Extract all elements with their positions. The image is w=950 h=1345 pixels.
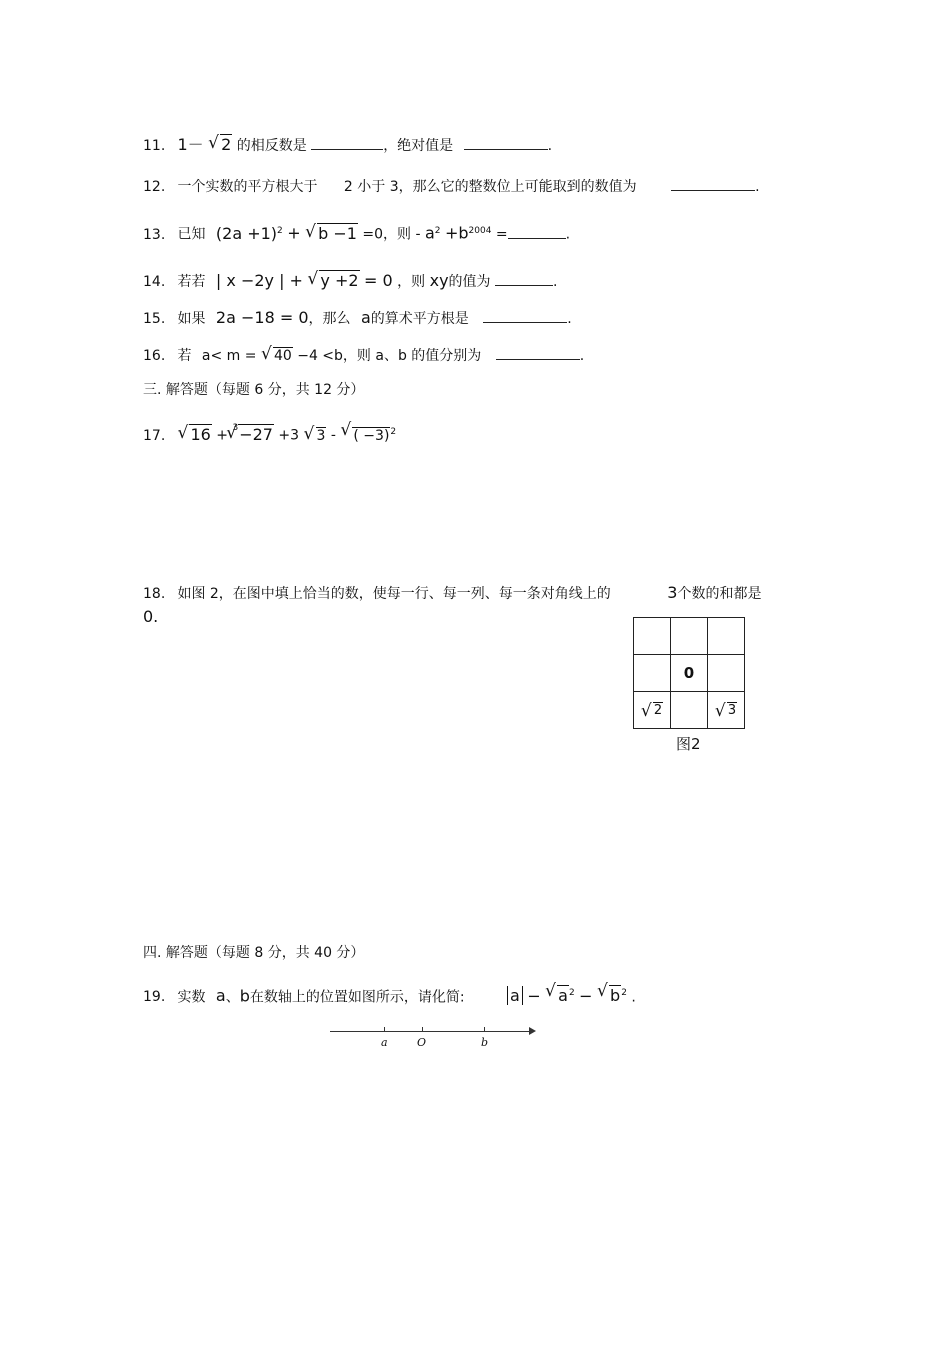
grid-cell-center: 0 <box>671 655 708 692</box>
grid-cell[interactable] <box>708 655 745 692</box>
tick-b <box>484 1027 485 1032</box>
exponent: 2 <box>390 427 397 437</box>
grid-cell[interactable] <box>708 618 745 655</box>
radicand: 16 <box>190 424 211 444</box>
operator: + <box>216 427 228 444</box>
tick-origin <box>422 1027 423 1032</box>
question-text: ，绝对值是 <box>383 138 454 154</box>
grid-cell[interactable] <box>634 655 671 692</box>
operator: - <box>330 427 336 444</box>
sqrt-expression <box>304 426 327 446</box>
exponent: 2 <box>621 988 627 998</box>
period: . <box>565 226 571 243</box>
answer-blank[interactable] <box>311 137 383 150</box>
question-text: 的相反数是 <box>236 138 307 154</box>
question-19 <box>143 983 636 1007</box>
question-number: 18. <box>143 586 166 602</box>
question-number: 19. <box>143 989 166 1006</box>
question-18-continued: 0. <box>143 607 159 626</box>
radicand: b <box>610 986 621 1006</box>
variable: a <box>424 223 435 243</box>
question-text: 如图 2，在图中填上恰当的数，使每一行、每一列、每一条对角线上的 <box>177 586 611 602</box>
operator: − <box>527 986 541 1006</box>
question-text: 若若 <box>177 274 206 290</box>
label-origin: O <box>417 1036 427 1049</box>
root-index: 3 <box>232 423 239 433</box>
expression-lead: 1－ <box>177 135 204 154</box>
variable: b <box>239 986 250 1006</box>
grid-cell[interactable] <box>671 692 708 729</box>
radicand: 3 <box>727 702 737 718</box>
label-a: a <box>381 1036 388 1049</box>
sqrt-expression <box>208 135 232 155</box>
answer-blank[interactable] <box>495 273 553 286</box>
question-text: ，那么 <box>308 311 351 327</box>
answer-blank[interactable] <box>483 310 567 323</box>
exponent: 2004 <box>468 226 492 236</box>
absolute-value: a <box>507 986 523 1005</box>
answer-blank[interactable] <box>671 178 755 191</box>
number-line-axis <box>330 1031 530 1032</box>
expression: (2a +1) <box>215 223 278 243</box>
question-11 <box>143 135 552 156</box>
question-17 <box>143 422 396 446</box>
question-text: 已知 <box>177 226 206 243</box>
question-text: 实数 <box>177 989 206 1006</box>
question-text: ，则 <box>397 274 426 290</box>
question-text: 的算术平方根是 <box>370 311 469 327</box>
expression: +b <box>444 223 469 243</box>
question-15 <box>143 308 572 329</box>
number: 3 <box>667 583 678 602</box>
sqrt-expression <box>597 983 627 1006</box>
question-text: 个数的和都是 <box>677 586 762 602</box>
question-number: 11. <box>143 138 166 154</box>
question-text: 在数轴上的位置如图所示，请化简: <box>249 989 465 1006</box>
operator: + <box>287 223 301 243</box>
sqrt-expression <box>340 422 396 446</box>
number: 2 <box>343 179 353 195</box>
answer-blank[interactable] <box>464 137 548 150</box>
question-number: 12. <box>143 179 166 195</box>
period: . <box>552 274 558 290</box>
question-text: 的值为 <box>448 274 491 290</box>
variable: a <box>215 986 226 1006</box>
question-text: 如果 <box>177 311 206 327</box>
operator: − <box>579 986 593 1006</box>
period: . <box>567 311 572 327</box>
radicand: y +2 <box>320 271 359 290</box>
question-13 <box>143 221 570 245</box>
exponent: 2 <box>434 226 441 236</box>
question-number: 13. <box>143 226 166 243</box>
radicand: −27 <box>239 424 273 444</box>
question-text: 一个实数的平方根大于 <box>177 179 318 195</box>
period: . <box>547 138 553 154</box>
radicand: b −1 <box>318 223 357 243</box>
grid-cell[interactable] <box>634 618 671 655</box>
question-number: 14. <box>143 274 166 290</box>
figure-caption: 图2 <box>676 735 701 753</box>
cube-root-expression <box>226 425 274 445</box>
expression: = 0 <box>364 271 393 290</box>
label-b: b <box>481 1036 489 1049</box>
period: . <box>631 989 636 1006</box>
question-14 <box>143 271 557 292</box>
exponent: 2 <box>568 988 575 998</box>
question-text: −4 <b，则 a、b 的值分别为 <box>297 348 482 364</box>
radicand: 40 <box>273 348 292 364</box>
section-heading-3: 三. 解答题（每题 6 分，共 12 分） <box>143 382 365 398</box>
sqrt-expression <box>305 224 358 244</box>
sqrt-expression <box>307 271 359 291</box>
period: . <box>579 348 585 364</box>
radicand: 2 <box>221 135 232 154</box>
question-number: 15. <box>143 311 166 327</box>
period: . <box>755 179 760 195</box>
tick-a <box>384 1027 385 1032</box>
question-number: 17. <box>143 427 166 444</box>
arrow-right-icon <box>529 1027 536 1035</box>
grid-cell-bottom-left <box>634 692 671 729</box>
question-text: 小于 <box>357 179 386 195</box>
exponent: 2 <box>277 226 283 236</box>
number-line <box>330 1024 535 1054</box>
sqrt-expression <box>261 346 293 366</box>
question-16 <box>143 346 584 366</box>
expression: 2a −18 = 0 <box>215 308 309 327</box>
sqrt-expression <box>177 425 211 445</box>
sqrt-expression <box>545 983 575 1006</box>
expression: a< m = <box>201 348 257 364</box>
grid-cell-bottom-right <box>708 692 745 729</box>
question-text: =0，则 - <box>362 226 421 243</box>
equals: = <box>495 226 508 243</box>
grid-cell[interactable] <box>671 618 708 655</box>
sqrt-expression <box>715 703 737 718</box>
operator: +3 <box>278 427 300 444</box>
expression: | x −2y | + <box>215 271 303 290</box>
radicand: 2 <box>653 702 663 718</box>
question-text: 3，那么它的整数位上可能取到的数值为 <box>389 179 637 195</box>
question-text: 若 <box>177 348 192 364</box>
variable: xy <box>429 271 449 290</box>
sqrt-expression <box>641 703 663 718</box>
question-number: 16. <box>143 348 166 364</box>
radicand: 3 <box>316 427 326 444</box>
radicand: a <box>558 986 568 1006</box>
question-12 <box>143 177 760 197</box>
answer-blank[interactable] <box>496 347 580 360</box>
question-18 <box>143 583 761 604</box>
separator: 、 <box>225 989 240 1006</box>
section-heading-4: 四. 解答题（每题 8 分，共 40 分） <box>143 945 365 961</box>
answer-blank[interactable] <box>508 226 566 239</box>
variable: a <box>360 308 371 327</box>
magic-square-grid <box>633 617 745 729</box>
radicand: ( −3) <box>353 427 390 444</box>
